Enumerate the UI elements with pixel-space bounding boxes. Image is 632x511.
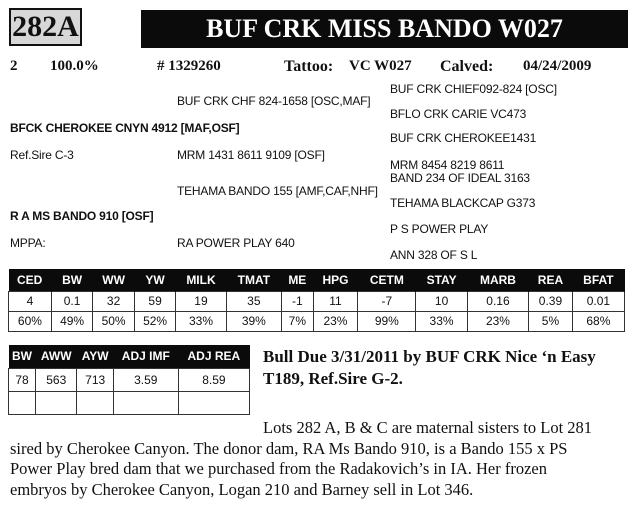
pedigree-ss: BUF CRK CHF 824-1658 [OSC,MAF] [177, 94, 371, 108]
perf-header: ADJ REA [178, 345, 249, 368]
epd-accuracy: 50% [93, 311, 135, 331]
epd-header: WW [93, 269, 135, 291]
epd-value: 4 [9, 291, 52, 311]
calved-label: Calved: [440, 58, 494, 75]
epd-header: BW [51, 269, 93, 291]
perf-header: BW [9, 345, 36, 368]
pedigree-dam-note: MPPA: [10, 236, 46, 250]
epd-value: 59 [134, 291, 176, 311]
description-line-1: Lots 282 A, B & C are maternal sisters to Lot 281 [263, 418, 593, 437]
registration-number: # 1329260 [157, 58, 221, 74]
epd-accuracy: 52% [134, 311, 176, 331]
pedigree-sds: BUF CRK CHEROKEE1431 [390, 131, 537, 145]
epd-header: TMAT [226, 269, 281, 291]
pedigree-dam: R A MS BANDO 910 [OSF] [10, 209, 154, 223]
tattoo-label: Tattoo: [284, 58, 334, 75]
epd-accuracy: 23% [313, 311, 358, 331]
perf-value: 563 [36, 368, 77, 391]
epd-table [8, 269, 625, 332]
tattoo-value: VC W027 [349, 58, 412, 74]
epd-header: MARB [467, 269, 528, 291]
pedigree-dsd: TEHAMA BLACKCAP G373 [390, 196, 536, 210]
epd-value: 0.39 [529, 291, 573, 311]
perf-empty-cell [113, 391, 178, 414]
perf-empty-cell [9, 391, 36, 414]
epd-header: CETM [358, 269, 416, 291]
perf-value: 78 [9, 368, 36, 391]
epd-accuracy: 23% [467, 311, 528, 331]
epd-header: MILK [176, 269, 226, 291]
perf-empty-cell [178, 391, 249, 414]
epd-accuracy: 33% [176, 311, 226, 331]
perf-empty-cell [36, 391, 77, 414]
pedigree-dss: BAND 234 OF IDEAL 3163 [390, 171, 530, 185]
epd-header: HPG [313, 269, 358, 291]
calved-date: 04/24/2009 [523, 58, 592, 74]
epd-values-row [9, 291, 625, 311]
perf-header-row [9, 345, 250, 368]
description-line-3: Power Play bred dam that we purchased from the Radakovich’s in IA. Her frozen [10, 459, 547, 478]
pedigree-sdd: MRM 8454 8219 8611 [390, 158, 505, 172]
epd-header: REA [529, 269, 573, 291]
perf-header: AWW [36, 345, 77, 368]
epd-accuracy: 5% [529, 311, 573, 331]
info-percent: 100.0% [50, 58, 99, 74]
perf-empty-cell [77, 391, 113, 414]
epd-header: YW [134, 269, 176, 291]
epd-value: 11 [313, 291, 358, 311]
epd-value: 0.01 [572, 291, 624, 311]
lot-number: 282A [9, 8, 82, 46]
pedigree-sss: BUF CRK CHIEF092-824 [OSC] [390, 82, 557, 96]
perf-value: 8.59 [178, 368, 249, 391]
epd-value: 0.1 [51, 291, 93, 311]
epd-accuracy: 68% [572, 311, 624, 331]
epd-header: BFAT [572, 269, 624, 291]
pedigree-ddd: ANN 328 OF S L [390, 248, 478, 262]
description-line-4: embryos by Cherokee Canyon, Logan 210 and Barney sell in Lot 346. [10, 479, 474, 499]
pedigree-sire: BFCK CHEROKEE CNYN 4912 [MAF,OSF] [10, 121, 240, 135]
epd-accuracy: 7% [282, 311, 314, 331]
epd-value: 32 [93, 291, 135, 311]
perf-header: ADJ IMF [113, 345, 178, 368]
epd-header: ME [282, 269, 314, 291]
epd-value: 19 [176, 291, 226, 311]
epd-accuracy-row [9, 311, 625, 331]
epd-value: -7 [358, 291, 416, 311]
performance-table [8, 345, 250, 415]
description-line-2: sired by Cherokee Canyon. The donor dam, RA Ms Bando 910, is a Bando 155 x PS [10, 438, 568, 458]
pedigree-dds: P S POWER PLAY [390, 222, 489, 236]
epd-accuracy: 60% [9, 311, 52, 331]
pedigree-dd: RA POWER PLAY 640 [177, 236, 295, 250]
pedigree-ds: TEHAMA BANDO 155 [AMF,CAF,NHF] [177, 184, 378, 198]
perf-value: 3.59 [113, 368, 178, 391]
perf-empty-row [9, 391, 250, 414]
epd-value: 35 [226, 291, 281, 311]
epd-header: CED [9, 269, 52, 291]
bull-due-note: Bull Due 3/31/2011 by BUF CRK Nice ‘n Easy T189, Ref.Sire G-2. [263, 347, 596, 388]
epd-value: -1 [282, 291, 314, 311]
epd-header-row [9, 269, 625, 291]
epd-accuracy: 33% [416, 311, 467, 331]
pedigree-ssd: BFLO CRK CARIE VC473 [390, 107, 527, 121]
epd-value: 10 [416, 291, 467, 311]
epd-value: 0.16 [467, 291, 528, 311]
epd-header: STAY [416, 269, 467, 291]
pedigree-sire-note: Ref.Sire C-3 [10, 148, 74, 162]
animal-name-banner: BUF CRK MISS BANDO W027 [141, 10, 628, 48]
epd-accuracy: 49% [51, 311, 93, 331]
epd-accuracy: 99% [358, 311, 416, 331]
perf-header: AYW [77, 345, 113, 368]
lot-description [10, 418, 628, 500]
perf-values-row [9, 368, 250, 391]
info-qty: 2 [10, 58, 18, 74]
epd-accuracy: 39% [226, 311, 281, 331]
perf-value: 713 [77, 368, 113, 391]
pedigree-sd: MRM 1431 8611 9109 [OSF] [177, 148, 325, 162]
